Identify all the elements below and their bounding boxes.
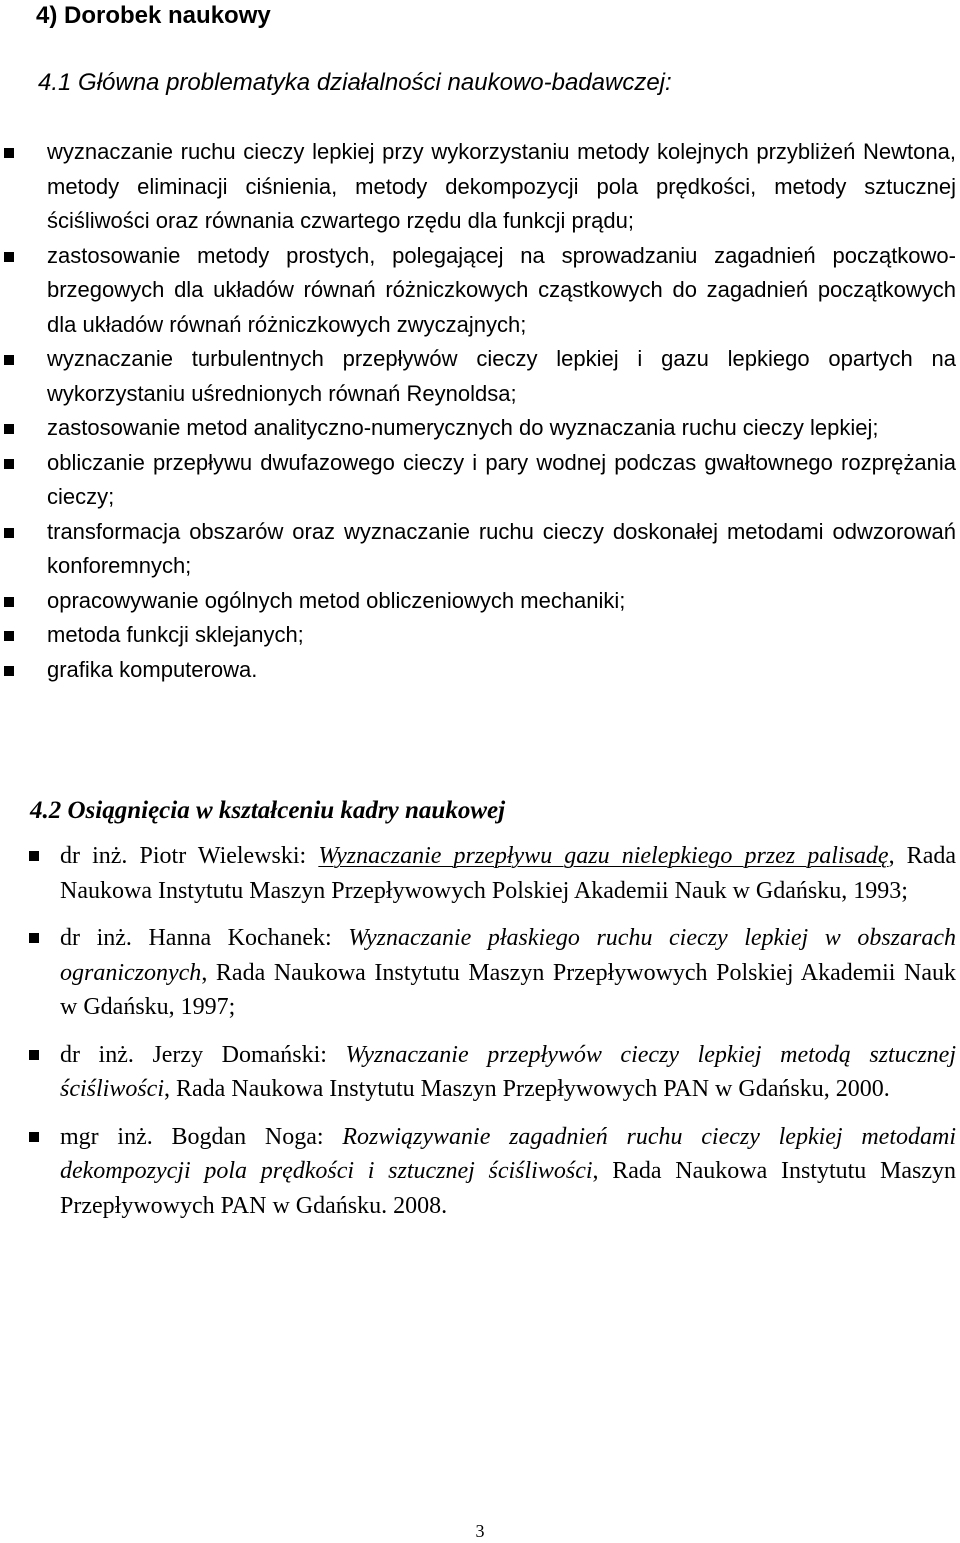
thesis-person: mgr inż. Bogdan Noga:	[60, 1123, 324, 1150]
square-bullet-icon	[4, 597, 14, 607]
list-item	[0, 446, 960, 515]
square-bullet-icon	[4, 631, 14, 641]
thesis-title: Wyznaczanie przepływów cieczy lepkiej metodą sztucznej ściśliwości	[60, 1041, 956, 1102]
list-item-text: obliczanie przepływu dwufazowego cieczy i pary wodnej podczas gwałtownego rozprężania cieczy;	[47, 449, 956, 509]
list-item	[0, 342, 960, 411]
thesis-item	[0, 1120, 960, 1224]
list-item-text: transformacja obszarów oraz wyznaczanie ruchu cieczy doskonałej metodami odwzorowań konforemnych;	[47, 518, 956, 578]
square-bullet-icon	[4, 459, 14, 469]
square-bullet-icon	[4, 424, 14, 434]
thesis-person: dr inż. Hanna Kochanek:	[60, 925, 332, 951]
thesis-details: , Rada Naukowa Instytutu Maszyn Przepływowych PAN w Gdańsku. 2008.	[60, 1158, 956, 1219]
thesis-details: , Rada Naukowa Instytutu Maszyn Przepływowych Polskiej Akademii Nauk w Gdańsku, 1993;	[60, 843, 956, 904]
thesis-person: dr inż. Piotr Wielewski:	[60, 843, 307, 869]
list-item	[0, 653, 960, 688]
section-heading: 4) Dorobek naukowy	[36, 2, 271, 29]
list-item	[0, 618, 960, 653]
research-topics-list	[0, 135, 960, 687]
list-item	[0, 515, 960, 584]
supervised-theses-list	[0, 839, 960, 1236]
thesis-item	[0, 839, 960, 908]
square-bullet-icon	[29, 933, 39, 943]
list-item-text: opracowywanie ogólnych metod obliczeniowych mechaniki;	[47, 587, 626, 613]
thesis-details: , Rada Naukowa Instytutu Maszyn Przepływowych Polskiej Akademii Nauk w Gdańsku, 1997;	[60, 959, 956, 1020]
square-bullet-icon	[29, 851, 39, 861]
thesis-title: Wyznaczanie płaskiego ruchu cieczy lepkiej w obszarach ograniczonych	[60, 925, 957, 986]
list-item-text: wyznaczanie ruchu cieczy lepkiej przy wykorzystaniu metody kolejnych przybliżeń Newtona, metody eliminacji ciśnienia, metody dekompozycji pola prędkości, metody sztucznej ściśliwości oraz równania czwartego rzędu dla funkcji prądu;	[47, 139, 956, 233]
list-item-text: metoda funkcji sklejanych;	[47, 622, 304, 647]
square-bullet-icon	[4, 252, 14, 262]
list-item	[0, 135, 960, 239]
subsection-heading-research: 4.1 Główna problematyka działalności naukowo-badawczej:	[38, 69, 672, 96]
list-item-text: zastosowanie metody prostych, polegającej na sprowadzaniu zagadnień początkowo-brzegowych dla układów równań różniczkowych cząstkowych do zagadnień początkowych dla układów równań różniczkowych zwyczajnych;	[47, 242, 956, 337]
list-item	[0, 239, 960, 343]
list-item-text: zastosowanie metod analityczno-numerycznych do wyznaczania ruchu cieczy lepkiej;	[47, 415, 879, 440]
square-bullet-icon	[4, 666, 14, 676]
thesis-details: , Rada Naukowa Instytutu Maszyn Przepływowych PAN w Gdańsku, 2000.	[164, 1076, 890, 1102]
thesis-item	[0, 921, 960, 1025]
square-bullet-icon	[4, 355, 14, 365]
subsection-heading-supervision: 4.2 Osiągnięcia w kształceniu kadry naukowej	[30, 797, 506, 824]
page-number: 3	[475, 1521, 485, 1541]
thesis-item	[0, 1038, 960, 1107]
list-item	[0, 584, 960, 619]
thesis-title: Rozwiązywanie zagadnień ruchu cieczy lepkiej metodami dekompozycji pola prędkości i sztucznej ściśliwości	[60, 1123, 957, 1184]
list-item	[0, 411, 960, 446]
list-item-text: grafika komputerowa.	[47, 656, 258, 682]
list-item-text: wyznaczanie turbulentnych przepływów cieczy lepkiej i gazu lepkiego opartych na wykorzystaniu uśrednionych równań Reynoldsa;	[47, 346, 956, 406]
square-bullet-icon	[4, 148, 14, 158]
square-bullet-icon	[29, 1050, 39, 1060]
square-bullet-icon	[29, 1132, 39, 1142]
square-bullet-icon	[4, 528, 14, 538]
thesis-title: Wyznaczanie przepływu gazu nielepkiego przez palisadę	[318, 843, 889, 869]
thesis-person: dr inż. Jerzy Domański:	[60, 1041, 327, 1068]
